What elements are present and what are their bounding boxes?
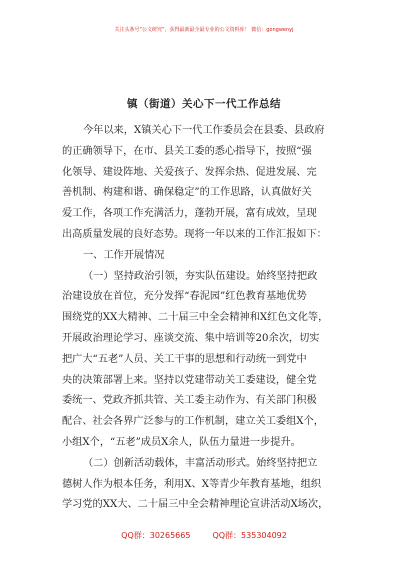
paragraph-line: 善机制、构建和谐、确保稳定”的工作思路，认真做好关 xyxy=(62,187,312,199)
paragraph-line: （二）创新活动载体，丰富活动形式。始终坚持把立 xyxy=(83,457,318,469)
qq-group-1: QQ群：30265665 xyxy=(121,531,191,540)
paragraph-line: 小组X个，“五老”成员X余人，队伍力量进一步提升。 xyxy=(62,436,301,448)
paragraph-line: 爱工作，各项工作充满活力，蓬勃开展，富有成效，呈现 xyxy=(62,208,317,220)
paragraph-line: 的正确领导下，在市、县关工委的悉心指导下，按照“强 xyxy=(62,145,312,157)
paragraph-line: 今年以来，X镇关心下一代工作委员会在县委、县政府 xyxy=(83,125,325,136)
document-title: 镇（街道）关心下一代工作总结 xyxy=(127,98,281,110)
paragraph-line: 德树人作为根本任务，利用X、X等青少年教育基地，组织 xyxy=(62,478,322,490)
paragraph-line: 央的决策部署上来。坚持以党建带动关工委建设，健全党 xyxy=(62,374,317,386)
paragraph-line: 化领导、建设阵地、关爱孩子、发挥余热、促进发展、完 xyxy=(62,166,317,178)
paragraph-line: 配合、社会各界广泛参与的工作机制，建立关工委组X个， xyxy=(62,416,324,428)
paragraph-line: 治建设放在首位，充分发挥“春泥园”红色教育基地优势 xyxy=(62,291,307,303)
header-banner: 关注头条号“公文研究”，获得最新最全最专业的公文资料库！ 微信：gongwenyj xyxy=(114,27,294,33)
paragraph-line: 出高质量发展的良好态势。现将一年以来的工作汇报如下： xyxy=(62,228,327,240)
paragraph-line: 委统一、党政齐抓共管、关工委主动作为、有关部门积极 xyxy=(62,395,317,407)
paragraph-line: （一）坚持政治引领，夯实队伍建设。始终坚持把政 xyxy=(83,270,318,282)
paragraph-line: 围绕党的XX大精神、二十届三中全会精神和X红色文化等， xyxy=(62,312,329,324)
qq-group-2: QQ群：535304092 xyxy=(212,531,287,540)
paragraph-line: 学习党的XX大、二十届三中全会精神理论宣讲活动X场次， xyxy=(62,499,329,511)
footer-contacts xyxy=(0,530,408,541)
paragraph-line: 开展政治理论学习、座谈交流、集中培训等20余次，切实 xyxy=(62,332,320,344)
document-body xyxy=(62,121,348,516)
section-heading: 一、工作开展情况 xyxy=(83,249,165,261)
paragraph-line: 把广大“五老”人员、关工干事的思想和行动统一到党中 xyxy=(62,353,307,365)
